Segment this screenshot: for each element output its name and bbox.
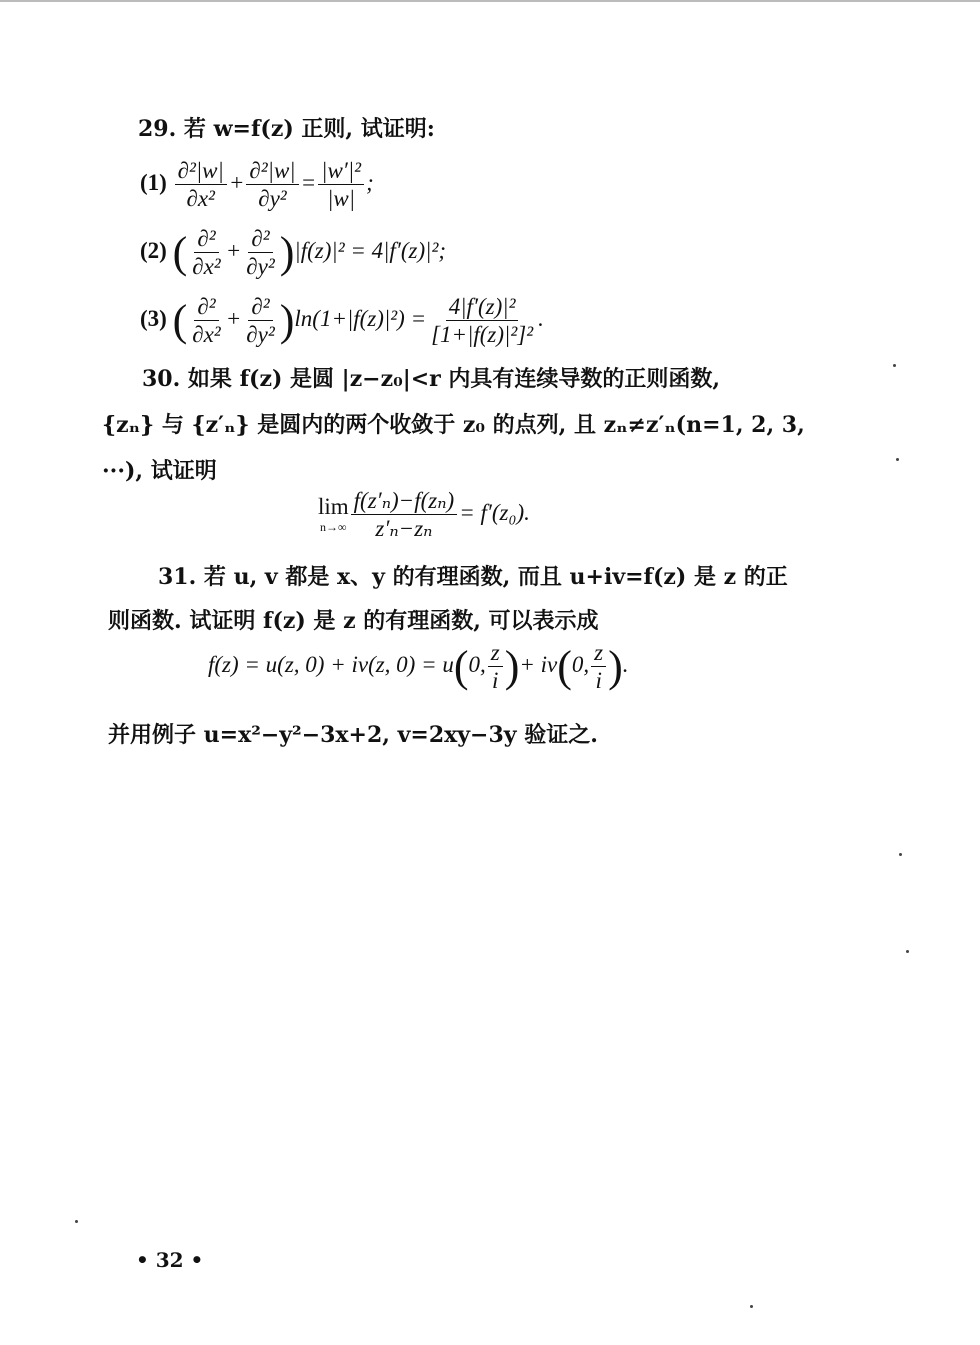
right-paren: ) <box>608 641 623 691</box>
problem-29-item-1: (1) $\frac{\text{∂²|w|}}{\text{∂x²}}$ + $\frac{\text{∂²|w|}}{\text{∂y²}}$ = $\frac{\text{|w′|²}}{|w|}$ ; <box>140 158 374 212</box>
numerator: ∂²|w| <box>175 158 227 185</box>
equation-mid: + iv <box>519 652 558 678</box>
fraction <box>189 226 223 280</box>
left-paren: ( <box>172 295 188 345</box>
problem-31-line-1: 31. 若 u, v 都是 x、y 的有理函数, 而且 u+iv=f(z) 是 z 的正 <box>158 564 788 590</box>
numerator: f(z′ₙ)−f(zₙ) <box>351 488 458 515</box>
fraction <box>351 488 458 542</box>
denominator: ∂y² <box>246 322 275 348</box>
problem-30-line-2: {zₙ} 与 {z′ₙ} 是圆内的两个收敛于 z₀ 的点列, 且 zₙ≠z′ₙ(n=1, 2, 3, <box>102 412 805 438</box>
numerator: 4|f′(z)|² <box>446 294 519 321</box>
numerator: ∂² <box>248 226 272 253</box>
scan-speck <box>896 458 899 461</box>
denominator: ∂y² <box>246 254 275 280</box>
scan-speck <box>899 853 902 856</box>
scan-speck <box>750 1305 753 1308</box>
problem-29-item-2: (2) ( $\frac{\text{∂²}}{\text{∂x²}}$ + $\frac{\text{∂²}}{\text{∂y²}}$ )|f(z)|² = 4|f′(z)|²; <box>140 226 447 280</box>
scan-speck <box>906 950 909 953</box>
limit-rhs: = f′(z₀). <box>459 500 530 526</box>
scan-speck <box>75 1220 78 1223</box>
fraction <box>246 158 298 212</box>
numerator: |w′|² <box>318 158 364 185</box>
item-label: (1) <box>140 170 167 196</box>
item-3-mid: ln(1+|f(z)|²) = <box>294 306 427 332</box>
fraction <box>243 294 277 348</box>
limit-operator <box>318 494 349 535</box>
lim-text: lim <box>318 494 349 520</box>
fraction <box>175 158 227 212</box>
arg-zero: 0, <box>571 652 590 678</box>
problem-30-line-1: 30. 如果 f(z) 是圆 |z−z₀|<r 内具有连续导数的正则函数, <box>142 366 721 392</box>
item-2-rest: |f(z)|² = 4|f′(z)|²; <box>294 238 447 264</box>
numerator: z <box>488 640 503 667</box>
right-paren: ) <box>279 227 295 277</box>
equation-left: f(z) = u(z, 0) + iv(z, 0) = u <box>208 652 454 678</box>
fraction <box>189 294 223 348</box>
denominator: i <box>595 668 602 694</box>
numerator: ∂² <box>194 226 218 253</box>
numerator: ∂²|w| <box>246 158 298 185</box>
fraction <box>488 640 503 694</box>
problem-30-limit-equation <box>318 488 530 542</box>
scan-speck <box>893 364 896 367</box>
denominator: i <box>492 668 499 694</box>
fraction <box>428 294 536 348</box>
problem-31-line-3: 并用例子 u=x²−y²−3x+2, v=2xy−3y 验证之. <box>108 722 598 748</box>
denominator: [1+|f(z)|²]² <box>431 322 534 348</box>
arg-zero: 0, <box>468 652 486 678</box>
denominator: ∂x² <box>186 186 215 212</box>
fraction <box>243 226 277 280</box>
right-paren: ) <box>279 295 295 345</box>
item-label: (3) <box>140 306 167 332</box>
left-paren: ( <box>453 641 469 691</box>
numerator: z <box>591 640 606 667</box>
left-paren: ( <box>557 641 572 691</box>
page-number: • 32 • <box>136 1248 204 1272</box>
denominator: |w| <box>327 186 356 212</box>
numerator: ∂² <box>194 294 218 321</box>
numerator: ∂² <box>248 294 272 321</box>
item-label: (2) <box>140 238 167 264</box>
right-paren: ) <box>504 641 520 691</box>
denominator: ∂y² <box>258 186 287 212</box>
denominator: ∂x² <box>192 254 221 280</box>
problem-29-item-3: (3) ( $\frac{\text{∂²}}{\text{∂x²}}$ + $\frac{\text{∂²}}{\text{∂y²}}$ )ln(1+|f(z)|²) = $\frac{\text{4|f′(z)|²}}{\text{[1+|f(z)|²]²}}$ . <box>140 294 544 348</box>
problem-29-header: 29. 若 w=f(z) 正则, 试证明: <box>138 116 435 142</box>
fraction <box>318 158 364 212</box>
denominator: ∂x² <box>192 322 221 348</box>
left-paren: ( <box>172 227 188 277</box>
problem-31-line-2: 则函数. 试证明 f(z) 是 z 的有理函数, 可以表示成 <box>108 608 599 634</box>
problem-31-equation: f(z) = u(z, 0) + iv(z, 0) = u(0, $\frac{z}{i}$ )+ iv(0, $\frac{z}{i}$ ). <box>208 640 629 694</box>
fraction <box>591 640 606 694</box>
problem-30-line-3: ···), 试证明 <box>102 458 217 484</box>
denominator: z′ₙ−zₙ <box>375 516 433 542</box>
lim-subscript: n→∞ <box>320 520 347 535</box>
top-border <box>0 0 980 2</box>
